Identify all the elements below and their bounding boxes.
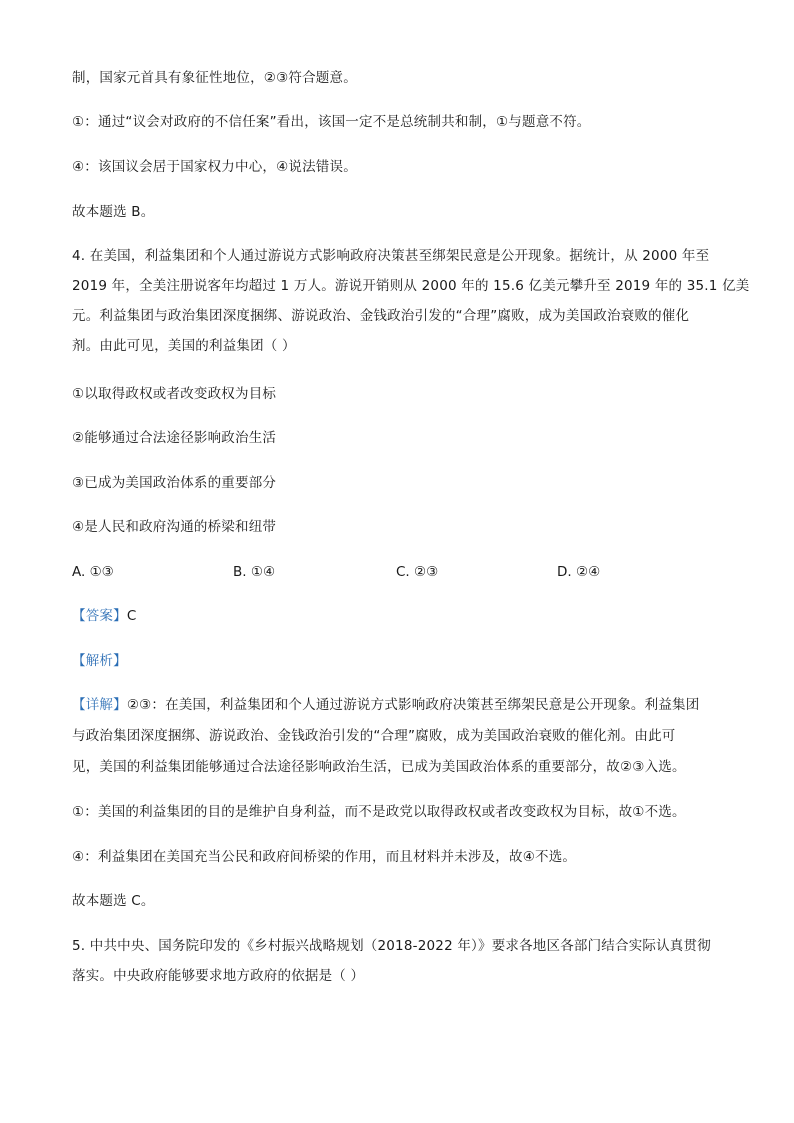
analysis-label: 【解析】 [72,653,127,669]
answer-label: 【答案】 [72,608,127,624]
question-4-text: 4. 在美国，利益集团和个人通过游说方式影响政府决策甚至绑架民意是公开现象。据统计，从 2000 年至 [72,248,710,264]
statement-3: ③已成为美国政治体系的重要部分 [72,475,277,491]
detail-line: ④：利益集团在美国充当公民和政府间桥梁的作用，而且材料并未涉及，故④不选。 [72,849,577,865]
detail-line: 见，美国的利益集团能够通过合法途径影响政治生活，已成为美国政治体系的重要部分，故②③入选。 [72,759,686,775]
paragraph-line: ①：通过“议会对政府的不信任案”看出，该国一定不是总统制共和制，①与题意不符。 [72,114,591,130]
detail-line: ①：美国的利益集团的目的是维护自身利益，而不是政党以取得政权或者改变政权为目标，故①不选。 [72,804,686,820]
question-5-text: 5. 中共中央、国务院印发的《乡村振兴战略规划（2018-2022 年）》要求各地区各部门结合实际认真贯彻 [72,938,711,954]
answer-line [72,606,722,626]
question-4-text: 元。利益集团与政治集团深度捆绑、游说政治、金钱政治引发的“合理”腐败，成为美国政治衰败的催化 [72,308,690,324]
paragraph-line: 故本题选 B。 [72,204,155,220]
detail-label: 【详解】 [72,697,127,713]
statement-4: ④是人民和政府沟通的桥梁和纽带 [72,519,277,535]
statement-1: ①以取得政权或者改变政权为目标 [72,386,277,402]
detail-line [72,695,722,715]
analysis-heading [72,651,722,671]
paragraph-line: 制，国家元首具有象征性地位，②③符合题意。 [72,70,357,86]
option-b: B. ①④ [233,564,276,580]
answer-value: C [126,608,137,624]
question-5-text: 落实。中央政府能够要求地方政府的依据是（ ） [72,968,365,984]
option-c: C. ②③ [396,564,439,580]
detail-line: 与政治集团深度捆绑、游说政治、金钱政治引发的“合理”腐败，成为美国政治衰败的催化剂。由此可 [72,728,676,744]
paragraph-line: ④：该国议会居于国家权力中心，④说法错误。 [72,159,357,175]
question-4-text: 2019 年，全美注册说客年均超过 1 万人。游说开销则从 2000 年的 15.6 亿美元攀升至 2019 年的 35.1 亿美 [72,278,750,294]
option-a: A. ①③ [72,564,114,580]
detail-line: 故本题选 C。 [72,893,155,909]
detail-text: ②③：在美国，利益集团和个人通过游说方式影响政府决策甚至绑架民意是公开现象。利益集团 [126,697,700,713]
question-4-text: 剂。由此可见，美国的利益集团（ ） [72,338,296,354]
statement-2: ②能够通过合法途径影响政治生活 [72,430,277,446]
option-d: D. ②④ [557,564,601,580]
